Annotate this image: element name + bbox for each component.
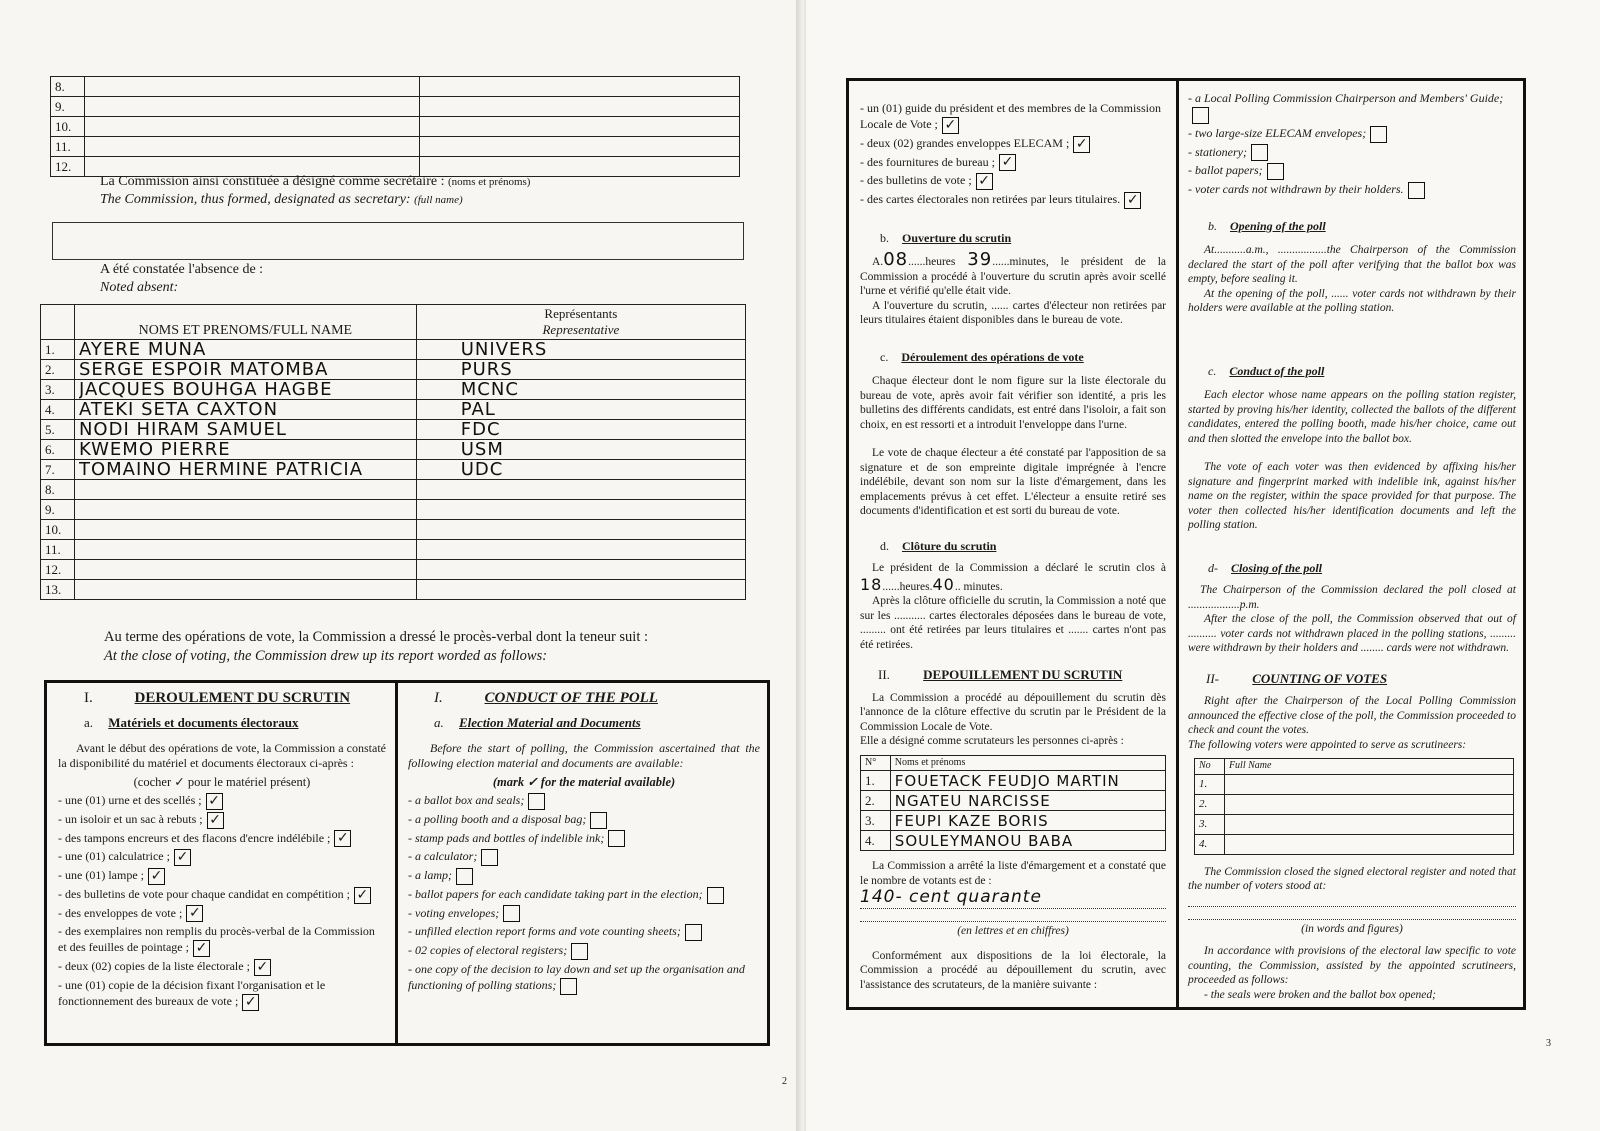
fr-intro: Avant le début des opérations de vote, la Commission a constaté la disponibilité du matériel et documents électoraux ci-après :	[58, 741, 386, 770]
checkbox[interactable]	[1408, 182, 1425, 199]
table-row: 10.	[41, 520, 746, 540]
fr-d-text2: Après la clôture officielle du scrutin, la Commission a noté que sur les ........... cartes électorales déposées dans le bureau de vote, ......... ont été retirées par leurs titulaires et ....... cartes n'ont pas été retirées.	[860, 595, 1166, 651]
top-rows-table	[50, 76, 740, 177]
fr-b-text: A.08......heures 39......minutes, le président de la Commission a procédé à l'ouverture du scrutin après avoir scellé l'urne et vérifié qu'elle était vide.	[860, 249, 1166, 298]
table-row: 3.	[1195, 814, 1514, 834]
absent-rep-cell[interactable]	[416, 560, 745, 580]
en-b-text2: At the opening of the poll, ...... voter cards not withdrawn by their holders were available at the polling station.	[1188, 287, 1516, 315]
material-item: - ballot papers for each candidate taking part in the election;	[408, 886, 760, 904]
checkbox[interactable]: ✓	[354, 887, 371, 904]
table-header: No Full Name	[1195, 759, 1514, 775]
checkbox[interactable]	[456, 868, 473, 885]
fr-ii-text: La Commission a procédé au dépouillement du scrutin dès l'annonce de la clôture effective du scrutin par le Président de la Commission Locale de Vote.	[860, 691, 1166, 733]
en-final-text: In accordance with provisions of the electoral law specific to vote counting, the Commission, assisted by the appointed scrutineers, proceeded as follows:	[1188, 945, 1516, 987]
checkbox[interactable]: ✓	[206, 793, 223, 810]
fr-d-text: Le président de la Commission a déclaré le scrutin clos à 18......heures.40.. minutes.	[860, 562, 1166, 594]
en-final-item: - the seals were broken and the ballot box opened;	[1204, 988, 1436, 1001]
absent-name-cell[interactable]	[74, 400, 416, 420]
absent-rep-cell[interactable]	[416, 520, 745, 540]
table-row: 4. SOULEYMANOU BABA	[861, 831, 1166, 851]
absent-label-en: Noted absent:	[100, 280, 179, 295]
material-item: - a lamp;	[408, 867, 760, 885]
material-item: - deux (02) copies de la liste électorale ; ✓	[58, 958, 386, 976]
page-number: 3	[1546, 1038, 1551, 1049]
checkbox[interactable]	[1192, 107, 1209, 124]
en-voters-line2	[1188, 907, 1516, 920]
fr-material-list-cont	[860, 100, 1166, 209]
checkbox[interactable]: ✓	[254, 959, 271, 976]
absent-rep-cell[interactable]	[416, 480, 745, 500]
handwritten-name: JACQUES BOUHGA HAGBE	[78, 380, 333, 399]
material-item: - one copy of the decision to lay down and set up the organisation and functioning of polling stations;	[408, 961, 760, 995]
closing-text-fr: Au terme des opérations de vote, la Commission a dressé le procès-verbal dont la teneur suit :	[104, 629, 649, 645]
checkbox[interactable]: ✓	[976, 173, 993, 190]
checkbox[interactable]	[571, 943, 588, 960]
en-b-heading: b. Opening of the poll	[1208, 218, 1326, 233]
handwritten-rep: USM	[460, 440, 504, 459]
en-section-heading: I. CONDUCT OF THE POLL	[434, 690, 658, 706]
handwritten-name: TOMAINO HERMINE PATRICIA	[78, 460, 364, 479]
fr-conduct-column	[50, 684, 394, 1016]
table-row: 7. TOMAINO HERMINE PATRICIA UDC	[41, 460, 746, 480]
checkbox[interactable]: ✓	[1124, 192, 1141, 209]
table-row: 9.	[51, 97, 740, 117]
checkbox[interactable]	[1370, 126, 1387, 143]
secretary-label-fr: La Commission ainsi constituée a désigné comme secrétaire : (noms et prénoms)	[100, 174, 531, 189]
en-subheading: a. Election Material and Documents	[434, 715, 641, 730]
absent-name-cell[interactable]	[74, 560, 416, 580]
en-c-text2: The vote of each voter was then evidenced by affixing his/her signature and fingerprint marked with indelible ink, against his/her name on the register, within the space provided for that purpose. The voter then collected his/her identification documents and left the polling station.	[1188, 461, 1516, 532]
en-voters-line1[interactable]	[1188, 894, 1516, 907]
fr-voters-value[interactable]: 140- cent quarante	[860, 888, 1166, 909]
checkbox[interactable]: ✓	[942, 117, 959, 134]
fr-d-heading: d. Clôture du scrutin	[880, 538, 997, 553]
page-number: 2	[782, 1076, 787, 1087]
checkbox[interactable]: ✓	[148, 868, 165, 885]
absent-name-cell[interactable]	[74, 420, 416, 440]
table-row: 9.	[41, 500, 746, 520]
en-conduct-column	[400, 684, 768, 1000]
fr-final-text: Conformément aux dispositions de la loi électorale, la Commission a procédé au dépouillement du scrutin, avec l'assistance des scrutateurs, de la manière suivante :	[860, 949, 1166, 991]
checkbox[interactable]: ✓	[999, 154, 1016, 171]
checkbox[interactable]: ✓	[193, 940, 210, 957]
fr-c-heading: c. Déroulement des opérations de vote	[880, 349, 1084, 364]
absent-name-cell[interactable]	[74, 500, 416, 520]
en-scrutineers-body	[1195, 774, 1514, 854]
material-item: - un (01) guide du président et des membres de la Commission Locale de Vote ; ✓	[860, 101, 1161, 133]
absent-name-cell[interactable]	[74, 340, 416, 360]
absent-name-cell[interactable]	[74, 580, 416, 600]
table-row: 1. AYERE MUNA UNIVERS	[41, 340, 746, 360]
handwritten-rep: UDC	[460, 460, 504, 479]
right-frame-divider	[1176, 78, 1179, 1010]
handwritten-name: NGATEU NARCISSE	[894, 791, 1051, 810]
absent-name-cell[interactable]	[74, 380, 416, 400]
en-ii-text: Right after the Chairperson of the Local Polling Commission announced the effective close of the poll, the Commission proceeded to check and count the votes.	[1188, 695, 1516, 737]
checkbox[interactable]: ✓	[1073, 136, 1090, 153]
material-item: - a ballot box and seals;	[408, 792, 760, 810]
scrutineer-name-cell[interactable]	[1224, 814, 1513, 834]
table-row: 2. SERGE ESPOIR MATOMBA PURS	[41, 360, 746, 380]
en-material-list-cont	[1188, 90, 1516, 199]
material-item: - stationery;	[1188, 144, 1516, 162]
en-voters-text: The Commission closed the signed electoral register and noted that the number of voters stood at:	[1188, 865, 1516, 893]
absent-rep-cell[interactable]	[416, 460, 745, 480]
absent-rep-cell[interactable]	[416, 440, 745, 460]
en-right-column	[1180, 84, 1524, 1006]
table-row: 4. ATEKI SETA CAXTON PAL	[41, 400, 746, 420]
material-item: - des fournitures de bureau ; ✓	[860, 154, 1166, 172]
absent-rep-cell[interactable]	[416, 580, 745, 600]
absent-rep-cell[interactable]	[416, 340, 745, 360]
absent-name-cell[interactable]	[74, 540, 416, 560]
table-row: 3. JACQUES BOUHGA HAGBE MCNC	[41, 380, 746, 400]
material-item: - stamp pads and bottles of indelible ink;	[408, 830, 760, 848]
material-item: - des tampons encreurs et des flacons d'encre indélébile ; ✓	[58, 830, 386, 848]
en-words-note: (in words and figures)	[1301, 922, 1403, 935]
checkbox[interactable]	[503, 905, 520, 922]
table-row: 12.	[51, 157, 740, 177]
material-item: - des bulletins de vote pour chaque candidat en compétition ; ✓	[58, 886, 386, 904]
material-item: - deux (02) grandes enveloppes ELECAM ; ✓	[860, 135, 1166, 153]
handwritten-name: AYERE MUNA	[78, 340, 207, 359]
material-item: - une (01) calculatrice ; ✓	[58, 848, 386, 866]
scrutineer-name-cell[interactable]	[1224, 794, 1513, 814]
en-d-heading: d- Closing of the poll	[1208, 560, 1323, 575]
scrutineer-name-cell[interactable]	[1224, 834, 1513, 854]
en-material-list	[408, 792, 760, 995]
material-item: - two large-size ELECAM envelopes;	[1188, 125, 1516, 143]
table-row: 2.	[1195, 794, 1514, 814]
right-page	[806, 0, 1600, 1131]
fr-c-text2: Le vote de chaque électeur a été constaté par l'apposition de sa signature et de son empreinte digitale imprégnée à l'encre indélébile, devant son nom sur la liste d'émargement, dans les emplacements prévus à cet effet. L'électeur a ensuite retiré ses documents d'identification et est sorti du bureau de vote.	[860, 447, 1166, 518]
absent-name-cell[interactable]	[74, 480, 416, 500]
material-item: - des cartes électorales non retirées par leurs titulaires. ✓	[860, 191, 1166, 209]
table-row: 13.	[41, 580, 746, 600]
scrutineer-name-cell[interactable]	[1224, 774, 1513, 794]
handwritten-name: FOUETACK FEUDJO MARTIN	[894, 771, 1120, 790]
fr-tick-note: (cocher ✓ pour le matériel présent)	[133, 775, 311, 789]
scrutineer-name-cell[interactable]	[890, 771, 1165, 791]
fr-words-note: (en lettres et en chiffres)	[957, 925, 1069, 938]
absent-rep-cell[interactable]	[416, 400, 745, 420]
material-item: - ballot papers;	[1188, 162, 1516, 180]
en-scrutineers-table	[1194, 758, 1514, 855]
en-c-heading: c. Conduct of the poll	[1208, 363, 1325, 378]
handwritten-rep: UNIVERS	[460, 340, 548, 359]
frame-divider	[395, 680, 398, 1046]
absent-table	[40, 304, 746, 600]
handwritten-name: SERGE ESPOIR MATOMBA	[78, 360, 329, 379]
table-row: 4.	[1195, 834, 1514, 854]
absent-rep-cell[interactable]	[416, 540, 745, 560]
table-header	[41, 305, 746, 340]
fr-c-text1: Chaque électeur dont le nom figure sur la liste électorale du bureau de vote, après avoir fait vérifier son identité, a pris les bulletins des différents candidats, est entré dans l'isoloir, a fait son choix, en est ressorti et a introduit l'enveloppe dans l'urne.	[860, 375, 1166, 431]
table-row: 12.	[41, 560, 746, 580]
scrutineer-name-cell[interactable]	[890, 811, 1165, 831]
material-item: - unfilled election report forms and vote counting sheets;	[408, 923, 760, 941]
fr-section-heading: I. DEROULEMENT DU SCRUTIN	[84, 690, 351, 706]
en-d-text1: The Chairperson of the Commission declared the poll closed at ..................p.m.	[1188, 584, 1516, 611]
absent-name-cell[interactable]	[74, 360, 416, 380]
absent-label-fr: A été constatée l'absence de :	[100, 262, 264, 277]
material-item: - des bulletins de vote ; ✓	[860, 172, 1166, 190]
table-row: 2. NGATEU NARCISSE	[861, 791, 1166, 811]
checkbox[interactable]	[608, 830, 625, 847]
table-row: 8.	[51, 77, 740, 97]
handwritten-name: NODI HIRAM SAMUEL	[78, 420, 287, 439]
checkbox[interactable]	[590, 812, 607, 829]
en-tick-note: (mark ✓ for the material available)	[492, 775, 676, 789]
checkbox[interactable]	[560, 978, 577, 995]
fr-voters-text: La Commission a arrêté la liste d'émargement et a constaté que le nombre de votants est de :	[860, 860, 1166, 887]
absent-rep-cell[interactable]	[416, 420, 745, 440]
closing-text-en: At the close of voting, the Commission drew up its report worded as follows:	[104, 648, 548, 664]
table-header: N° Noms et prénoms	[861, 755, 1166, 771]
handwritten-name: FEUPI KAZE BORIS	[894, 811, 1049, 830]
checkbox[interactable]: ✓	[174, 849, 191, 866]
material-item: - a Local Polling Commission Chairperson and Members' Guide;	[1188, 90, 1516, 124]
absent-table-body	[41, 340, 746, 600]
scrutineer-name-cell[interactable]	[890, 791, 1165, 811]
en-intro: Before the start of polling, the Commission ascertained that the following election material and documents are available:	[408, 741, 760, 770]
table-row: 1. FOUETACK FEUDJO MARTIN	[861, 771, 1166, 791]
handwritten-rep: PAL	[460, 400, 496, 419]
fr-scrutineers-body	[861, 771, 1166, 851]
en-d-text2: After the close of the poll, the Commission observed that out of .......... voter cards not withdrawn placed in the polling stations, ......... were withdrawn by their holders and ........ cards were not withdrawn.	[1188, 613, 1516, 655]
scrutineer-name-cell[interactable]	[890, 831, 1165, 851]
table-row: 5. NODI HIRAM SAMUEL FDC	[41, 420, 746, 440]
table-row: 6. KWEMO PIERRE USM	[41, 440, 746, 460]
fr-right-column	[852, 84, 1174, 996]
col-header-name: NOMS ET PRENOMS/FULL NAME	[74, 305, 416, 340]
absent-rep-cell[interactable]	[416, 500, 745, 520]
absent-name-cell[interactable]	[74, 460, 416, 480]
checkbox[interactable]	[685, 924, 702, 941]
handwritten-rep: MCNC	[460, 380, 519, 399]
col-header-rep: Représentants Representative	[416, 305, 745, 340]
checkbox[interactable]: ✓	[207, 812, 224, 829]
fr-b-text2: A l'ouverture du scrutin, ...... cartes d'électeur non retirées par leurs titulaires étaient disponibles dans le bureau de vote.	[860, 299, 1166, 327]
en-ii-text2: The following voters were appointed to serve as scrutineers:	[1188, 738, 1467, 751]
table-row: 8.	[41, 480, 746, 500]
checkbox[interactable]	[528, 793, 545, 810]
fr-ii-heading: II. DEPOUILLEMENT DU SCRUTIN	[878, 667, 1123, 683]
table-row: 3. FEUPI KAZE BORIS	[861, 811, 1166, 831]
checkbox[interactable]	[481, 849, 498, 866]
table-row: 1.	[1195, 774, 1514, 794]
checkbox[interactable]	[707, 887, 724, 904]
fr-subheading: a. Matériels et documents électoraux	[84, 715, 299, 730]
fr-material-list	[58, 792, 386, 1011]
handwritten-rep: FDC	[460, 420, 501, 439]
material-item: - un isoloir et un sac à rebuts ; ✓	[58, 811, 386, 829]
fr-ii-text2: Elle a désigné comme scrutateurs les personnes ci-après :	[860, 735, 1124, 748]
checkbox[interactable]: ✓	[186, 905, 203, 922]
handwritten-name: ATEKI SETA CAXTON	[78, 400, 279, 419]
fr-scrutineers-table	[860, 755, 1166, 852]
secretary-label-en: The Commission, thus formed, designated as secretary: (full name)	[100, 192, 463, 207]
en-ii-heading: II- COUNTING OF VOTES	[1206, 670, 1388, 686]
table-row: 11.	[41, 540, 746, 560]
absent-rep-cell[interactable]	[416, 380, 745, 400]
material-item: - a calculator;	[408, 848, 760, 866]
table-row: 11.	[51, 137, 740, 157]
material-item: - voting envelopes;	[408, 905, 760, 923]
material-item: - a polling booth and a disposal bag;	[408, 811, 760, 829]
material-item: - une (01) urne et des scellés ; ✓	[58, 792, 386, 810]
checkbox[interactable]: ✓	[242, 994, 259, 1011]
handwritten-name: SOULEYMANOU BABA	[894, 831, 1074, 850]
checkbox[interactable]	[1267, 163, 1284, 180]
absent-name-cell[interactable]	[74, 520, 416, 540]
en-b-text1: At...........a.m., .................the Chairperson of the Commission declared the start of the poll after verifying that the ballot box was empty, before sealing it.	[1188, 244, 1516, 286]
material-item: - voter cards not withdrawn by their holders.	[1188, 181, 1516, 199]
absent-name-cell[interactable]	[74, 440, 416, 460]
material-item: - 02 copies of electoral registers;	[408, 942, 760, 960]
fr-b-heading: b. Ouverture du scrutin	[880, 230, 1012, 245]
material-item: - des enveloppes de vote ; ✓	[58, 905, 386, 923]
checkbox[interactable]	[1251, 144, 1268, 161]
en-c-text1: Each elector whose name appears on the polling station register, started by proving his/her identity, collected the ballots of the different candidates, entered the polling booth, made his/her choice, came out and then slotted the envelope into the ballot box.	[1188, 389, 1516, 445]
checkbox[interactable]: ✓	[334, 830, 351, 847]
material-item: - une (01) lampe ; ✓	[58, 867, 386, 885]
absent-rep-cell[interactable]	[416, 360, 745, 380]
secretary-field[interactable]	[52, 222, 744, 260]
handwritten-name: KWEMO PIERRE	[78, 440, 231, 459]
material-item: - des exemplaires non remplis du procès-verbal de la Commission et des feuilles de pointage ; ✓	[58, 924, 375, 956]
material-item: - une (01) copie de la décision fixant l'organisation et le fonctionnement des bureaux de vote ; ✓	[58, 977, 326, 1010]
table-row: 10.	[51, 117, 740, 137]
handwritten-rep: PURS	[460, 360, 513, 379]
fr-voters-line2	[860, 909, 1166, 922]
